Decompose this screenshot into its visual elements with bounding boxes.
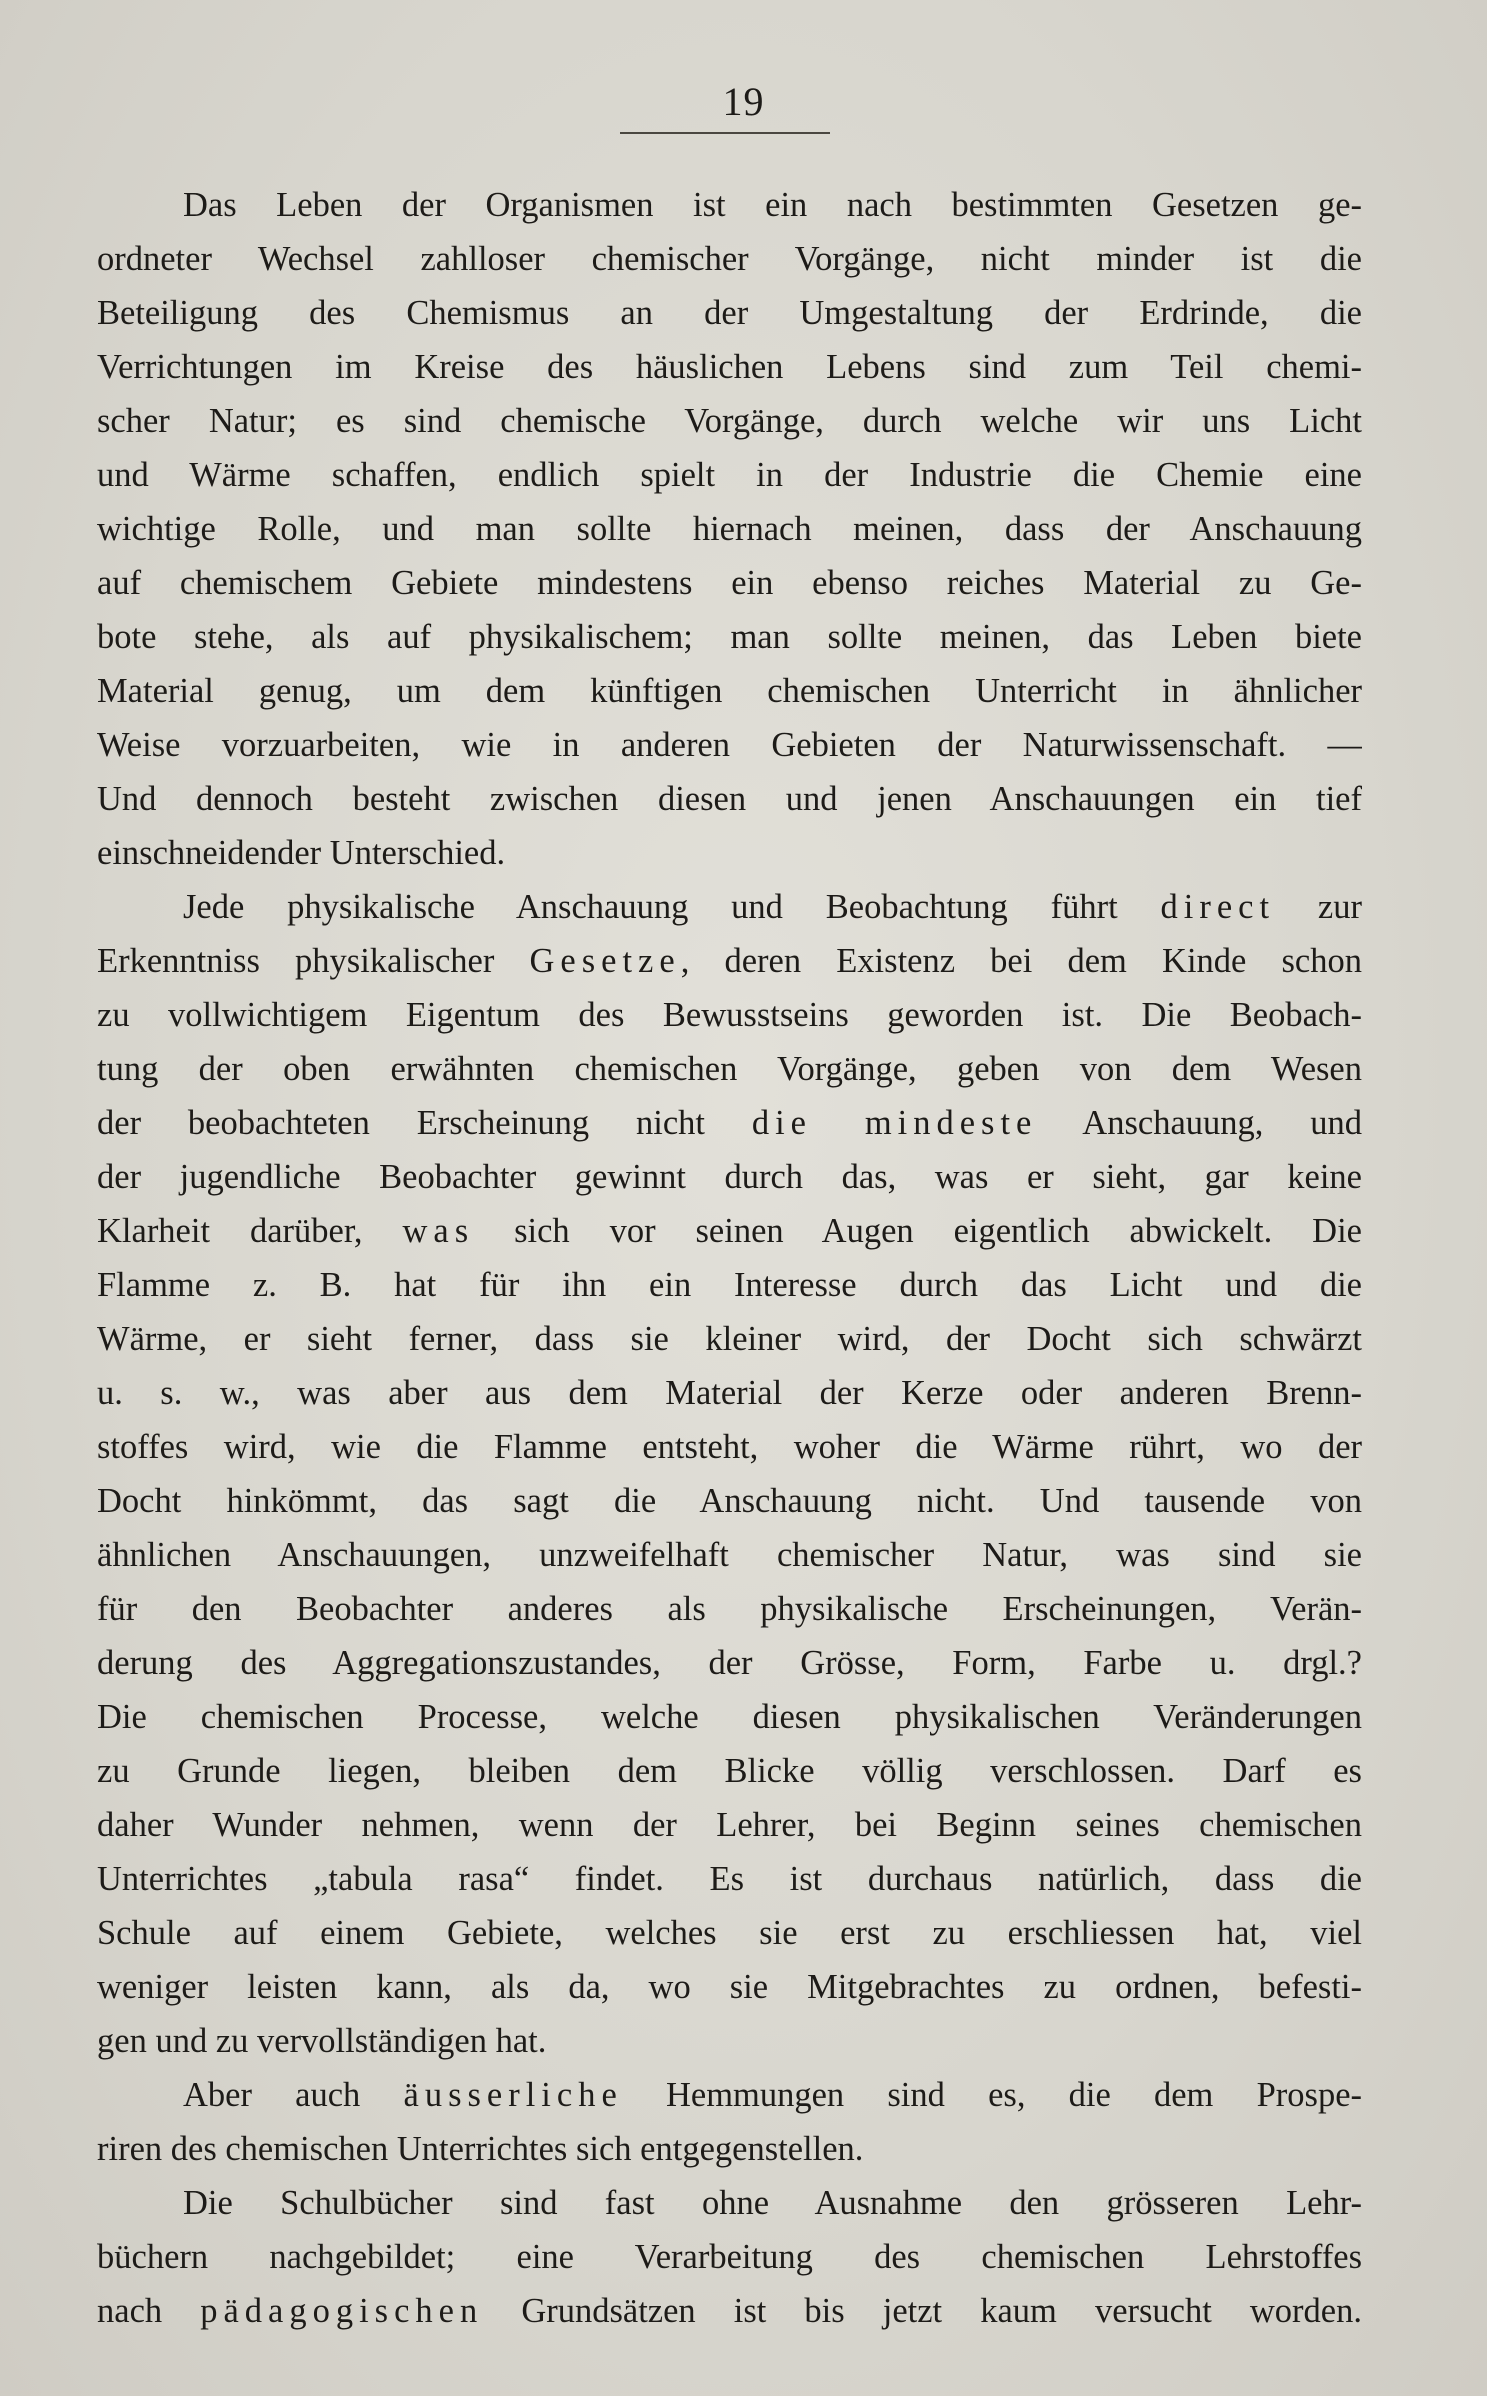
text-segment: weniger leisten kann, als da, wo sie Mitgebrachtes zu ordnen, befesti- xyxy=(97,1968,1362,2006)
text-line xyxy=(97,2122,1362,2176)
text-segment: Jede physikalische Anschauung und Beobachtung führt xyxy=(183,888,1161,926)
text-segment: Weise vorzuarbeiten, wie in anderen Gebieten der Naturwissenschaft. — xyxy=(97,726,1362,764)
text-segment: bote stehe, als auf physikalischem; man sollte meinen, das Leben biete xyxy=(97,618,1362,656)
text-segment: , deren Existenz bei dem Kinde schon xyxy=(680,942,1362,980)
text-line xyxy=(97,556,1362,610)
text-segment: derung des Aggregationszustandes, der Grösse, Form, Farbe u. drgl.? xyxy=(97,1644,1362,1682)
page-number-rule xyxy=(620,132,830,134)
text-line xyxy=(97,1258,1362,1312)
text-segment: ähnlichen Anschauungen, unzweifelhaft chemischer Natur, was sind sie xyxy=(97,1536,1362,1574)
text-line xyxy=(97,2068,1362,2122)
text-line xyxy=(97,880,1362,934)
text-line xyxy=(97,1042,1362,1096)
text-segment: und Wärme schaffen, endlich spielt in der Industrie die Chemie eine xyxy=(97,456,1362,494)
text-segment: Flamme z. B. hat für ihn ein Interesse durch das Licht und die xyxy=(97,1266,1362,1304)
text-line xyxy=(97,1096,1362,1150)
emphasized-text: direct xyxy=(1160,888,1276,926)
text-segment: einschneidender Unterschied. xyxy=(97,834,506,872)
text-segment: Grundsätzen ist bis jetzt kaum versucht worden. xyxy=(483,2292,1362,2330)
text-segment: daher Wunder nehmen, wenn der Lehrer, bei Beginn seines chemischen xyxy=(97,1806,1362,1844)
text-segment: Hemmungen sind es, die dem Prospe- xyxy=(622,2076,1362,2114)
text-segment: u. s. w., was aber aus dem Material der Kerze oder anderen Brenn- xyxy=(97,1374,1362,1412)
text-segment: stoffes wird, wie die Flamme entsteht, woher die Wärme rührt, wo der xyxy=(97,1428,1362,1466)
text-segment: für den Beobachter anderes als physikalische Erscheinungen, Verän- xyxy=(97,1590,1362,1628)
emphasized-text: Gesetze xyxy=(529,942,681,980)
text-segment: Anschauung, und xyxy=(1037,1104,1362,1142)
text-segment: der beobachteten Erscheinung nicht xyxy=(97,1104,752,1142)
text-line xyxy=(97,1474,1362,1528)
text-line xyxy=(97,1312,1362,1366)
text-segment: riren des chemischen Unterrichtes sich entgegenstellen. xyxy=(97,2130,864,2168)
text-segment: Beteiligung des Chemismus an der Umgestaltung der Erdrinde, die xyxy=(97,294,1362,332)
text-line xyxy=(97,826,1362,880)
text-line xyxy=(97,1420,1362,1474)
text-line xyxy=(97,610,1362,664)
text-line xyxy=(97,1852,1362,1906)
text-segment: gen und zu vervollständigen hat. xyxy=(97,2022,547,2060)
text-segment: Klarheit darüber, xyxy=(97,1212,403,1250)
text-segment: scher Natur; es sind chemische Vorgänge, durch welche wir uns Licht xyxy=(97,402,1362,440)
text-segment: zu vollwichtigem Eigentum des Bewusstseins geworden ist. Die Beobach- xyxy=(97,996,1362,1034)
text-line xyxy=(97,1690,1362,1744)
text-segment: Das Leben der Organismen ist ein nach bestimmten Gesetzen ge- xyxy=(183,186,1362,224)
text-line xyxy=(97,1960,1362,2014)
text-line xyxy=(97,1150,1362,1204)
text-line xyxy=(97,340,1362,394)
text-segment: Die chemischen Processe, welche diesen physikalischen Veränderungen xyxy=(97,1698,1362,1736)
text-line xyxy=(97,502,1362,556)
text-segment: sich vor seinen Augen eigentlich abwickelt. Die xyxy=(474,1212,1362,1250)
text-segment: Die Schulbücher sind fast ohne Ausnahme den grösseren Lehr- xyxy=(183,2184,1362,2222)
text-line xyxy=(97,1582,1362,1636)
text-segment: ordneter Wechsel zahlloser chemischer Vorgänge, nicht minder ist die xyxy=(97,240,1362,278)
text-line xyxy=(97,2284,1362,2338)
text-line xyxy=(97,448,1362,502)
text-line xyxy=(97,718,1362,772)
text-segment: büchern nachgebildet; eine Verarbeitung des chemischen Lehrstoffes xyxy=(97,2238,1362,2276)
text-line xyxy=(97,232,1362,286)
text-segment: nach xyxy=(97,2292,201,2330)
text-line xyxy=(97,1798,1362,1852)
text-segment: Aber auch xyxy=(183,2076,404,2114)
text-segment: Docht hinkömmt, das sagt die Anschauung nicht. Und tausende von xyxy=(97,1482,1362,1520)
text-segment: wichtige Rolle, und man sollte hiernach meinen, dass der Anschauung xyxy=(97,510,1362,548)
page-number: 19 xyxy=(722,79,765,124)
text-line xyxy=(97,1636,1362,1690)
text-line xyxy=(97,934,1362,988)
text-line xyxy=(97,772,1362,826)
text-segment: zu Grunde liegen, bleiben dem Blicke völlig verschlossen. Darf es xyxy=(97,1752,1362,1790)
text-segment: Erkenntniss physikalischer xyxy=(97,942,530,980)
emphasized-text: was xyxy=(402,1212,475,1250)
text-line xyxy=(97,1528,1362,1582)
emphasized-text: die mindeste xyxy=(751,1104,1038,1142)
text-segment: tung der oben erwähnten chemischen Vorgänge, geben von dem Wesen xyxy=(97,1050,1362,1088)
text-segment: Material genug, um dem künftigen chemischen Unterricht in ähnlicher xyxy=(97,672,1362,710)
text-line xyxy=(97,1744,1362,1798)
text-segment: der jugendliche Beobachter gewinnt durch das, was er sieht, gar keine xyxy=(97,1158,1362,1196)
text-line xyxy=(97,178,1362,232)
text-segment: auf chemischem Gebiete mindestens ein ebenso reiches Material zu Ge- xyxy=(97,564,1362,602)
text-line xyxy=(97,394,1362,448)
text-line xyxy=(97,286,1362,340)
body-text xyxy=(97,178,1362,2338)
text-line xyxy=(97,988,1362,1042)
emphasized-text: äusserliche xyxy=(403,2076,623,2114)
text-segment: Verrichtungen im Kreise des häuslichen Lebens sind zum Teil chemi- xyxy=(97,348,1362,386)
text-line xyxy=(97,2176,1362,2230)
text-segment: zur xyxy=(1275,888,1362,926)
text-line xyxy=(97,1906,1362,1960)
emphasized-text: pädagogischen xyxy=(200,2292,484,2330)
text-segment: Schule auf einem Gebiete, welches sie erst zu erschliessen hat, viel xyxy=(97,1914,1362,1952)
text-segment: Wärme, er sieht ferner, dass sie kleiner wird, der Docht sich schwärzt xyxy=(97,1320,1362,1358)
text-line xyxy=(97,1204,1362,1258)
text-line xyxy=(97,1366,1362,1420)
text-line xyxy=(97,2230,1362,2284)
text-segment: Unterrichtes „tabula rasa“ findet. Es ist durchaus natürlich, dass die xyxy=(97,1860,1362,1898)
text-line xyxy=(97,2014,1362,2068)
text-line xyxy=(97,664,1362,718)
text-segment: Und dennoch besteht zwischen diesen und jenen Anschauungen ein tief xyxy=(97,780,1362,818)
